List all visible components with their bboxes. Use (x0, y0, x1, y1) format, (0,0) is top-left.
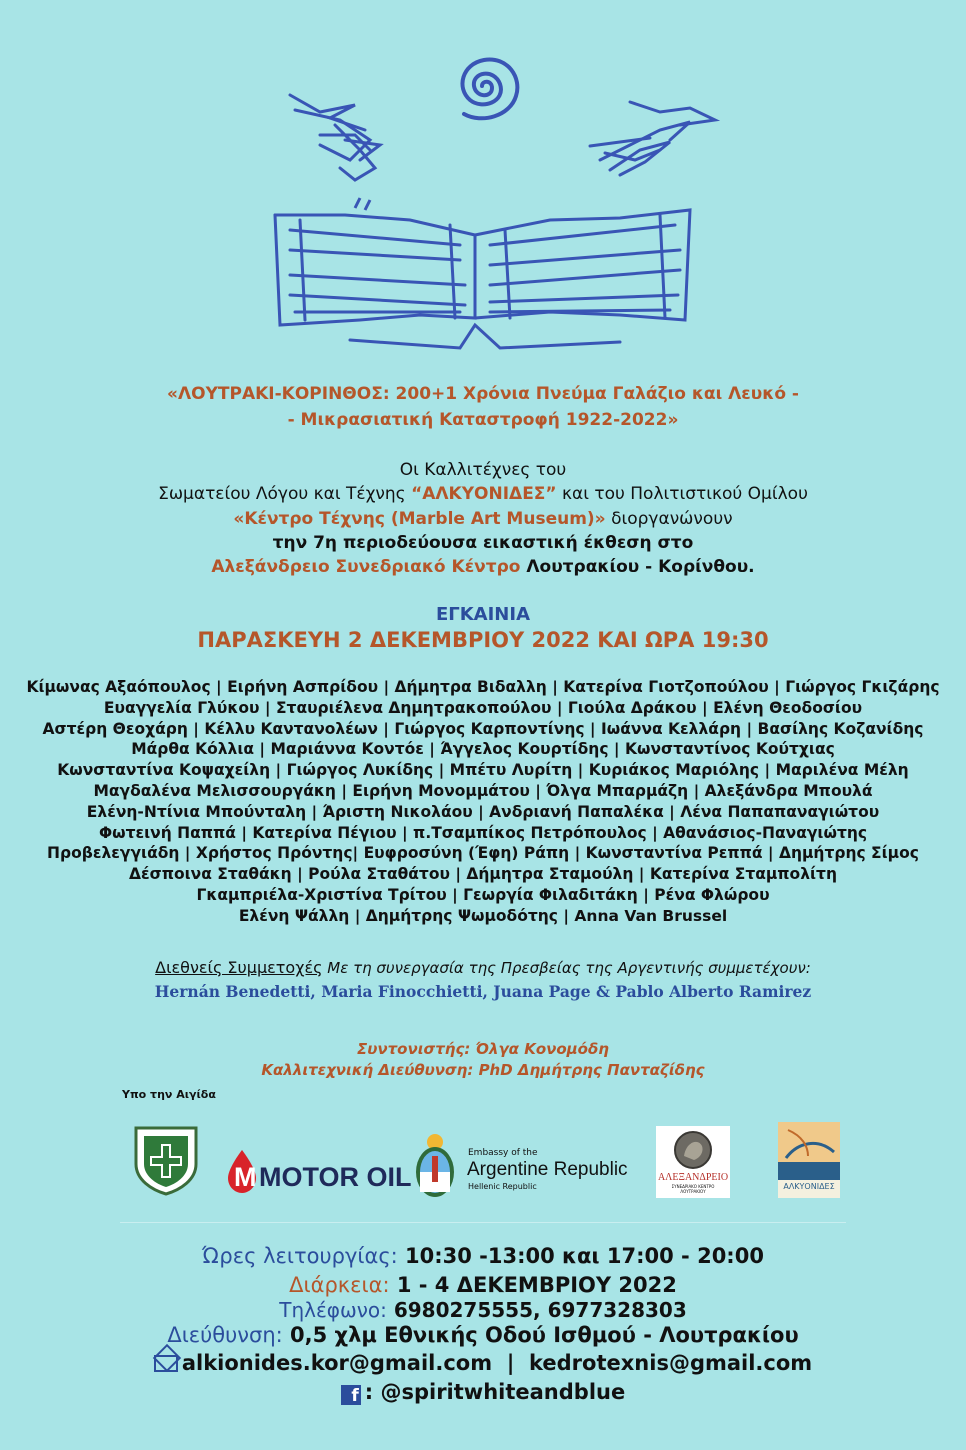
venue-location: Λουτρακίου - Κορίνθου. (520, 557, 755, 577)
email-addresses[interactable]: alkionides.kor@gmail.com | kedrotexnis@gmail.com (181, 1351, 813, 1375)
svg-text:M: M (234, 1162, 257, 1192)
opening-datetime: ΠΑΡΑΣΚΕΥΗ 2 ΔΕΚΕΜΒΡΙΟΥ 2022 ΚΑΙ ΩΡΑ 19:30 (197, 628, 769, 652)
intro-line-3 (0, 509, 966, 529)
alkyonides-logo (778, 1122, 840, 1198)
artist-line: Κίμωνας Αξαόπουλος | Ειρήνη Ασπρίδου | Δήμητρα Βιδαλλη | Κατερίνα Γιοτζοπούλου | Γιώργος Γκιζάρης (26, 678, 940, 696)
intro-line-2 (0, 484, 966, 504)
artist-line: Ελένη-Ντίνια Μπούνταλη | Άριστη Νικολάου | Ανδριανή Παπαλέκα | Λένα Παπαπαναγιώτου (86, 802, 880, 821)
duration-label: Διάρκεια: (289, 1273, 390, 1297)
facebook-handle[interactable]: : @spiritwhiteandblue (364, 1380, 626, 1404)
intro-text: και του Πολιτιστικού Ομίλου (556, 484, 808, 504)
artist-line: Γκαμπριέλα-Χριστίνα Τρίτου | Γεωργία Φιλαδιτάκη | Ρένα Φλώρου (196, 885, 770, 904)
emails (0, 1351, 966, 1375)
artist-line: Δέσποινα Σταθάκη | Ρούλα Σταθάτου | Δήμητρα Σταμούλη | Κατερίνα Σταμπολίτη (129, 865, 837, 884)
artist-line: Κωνσταντίνα Κοψαχείλη | Γιώργος Λυκίδης | Μπέτυ Λυρίτη | Κυριάκος Μαριόλης | Μαριλένα Μέλη (57, 761, 909, 780)
argentine-embassy-logo (412, 1132, 632, 1200)
opening-hours (0, 1244, 966, 1268)
intro-line-5 (0, 557, 966, 577)
spiral-sun-icon (462, 60, 517, 119)
venue-name: Αλεξάνδρειο Συνεδριακό Κέντρο (211, 557, 521, 577)
federation-shield-logo (130, 1124, 202, 1196)
kentro-texnis-name: «Κέντρο Τέχνης (Marble Art Museum)» (233, 509, 606, 529)
artist-line: Αστέρη Θεοχάρη | Κέλλυ Καντανολέων | Γιώργος Καρποντίνης | Ιωάννα Κελλάρη | Βασίλης Κοζανίδης (42, 719, 924, 738)
international-artists: Hernán Benedetti, Maria Finocchietti, Juana Page & Pablo Alberto Ramirez (154, 982, 812, 1001)
international-participation (0, 958, 966, 977)
open-book-icon (275, 210, 690, 348)
hours-label: Ώρες λειτουργίας: (202, 1244, 398, 1268)
duration (0, 1273, 966, 1297)
divider (120, 1222, 846, 1223)
address (0, 1323, 966, 1347)
aegis-label: Υπο την Αιγίδα (122, 1088, 216, 1101)
facebook (0, 1380, 966, 1405)
motor-oil-logo-text: MOTOR OIL (259, 1162, 412, 1192)
event-title-line-1: «ΛΟΥΤΡΑΚΙ-ΚΟΡΙΝΘΟΣ: 200+1 Χρόνια Πνεύμα Γαλάζιο και Λευκό - (167, 384, 799, 404)
facebook-icon: f (341, 1385, 361, 1405)
artist-line: Μαγδαλένα Μελισσουργάκη | Ειρήνη Μονομμάτου | Όλγα Μπαρμάζη | Αλεξάνδρα Μπουλά (93, 781, 873, 800)
phone (0, 1298, 966, 1322)
phone-label: Τηλέφωνο: (279, 1298, 387, 1322)
alkyonides-name: “ΑΛΚΥΟΝΙΔΕΣ” (411, 484, 557, 504)
artists-list (0, 677, 966, 927)
alexandreio-sub-text: ΣΥΝΕΔΡΙΑΚΟ ΚΕΝΤΡΟ ΛΟΥΤΡΑΚΙΟΥ (671, 1184, 715, 1194)
international-note: Με τη συνεργασία της Πρεσβείας της Αργεντινής συμμετέχουν: (322, 959, 811, 977)
artist-line: Φωτεινή Παππά | Κατερίνα Πέγιου | π.Τσαμπίκος Πετρόπουλος | Αθανάσιος-Παναγιώτης (98, 823, 868, 842)
international-label: Διεθνείς Συμμετοχές (155, 958, 323, 977)
email-icon (154, 1355, 178, 1372)
intro-text: Σωματείου Λόγου και Τέχνης (158, 484, 412, 504)
embassy-name: Argentine Republic (467, 1159, 628, 1180)
hero-illustration (260, 50, 720, 355)
event-title-line-2: - Μικρασιατική Καταστροφή 1922-2022» (287, 410, 679, 430)
alexandreio-logo (656, 1126, 730, 1198)
alkyonides-text: ΑΛΚΥΟΝΙΔΕΣ (783, 1182, 835, 1191)
artist-line: Ευαγγελία Γλύκου | Σταυριέλενα Δημητρακοπούλου | Γιούλα Δράκου | Ελένη Θεοδοσίου (103, 698, 863, 717)
phone-value: 6980275555, 6977328303 (386, 1298, 687, 1322)
embassy-small-text: Embassy of the (468, 1148, 538, 1158)
alexandreio-text: ΑΛΕΞΑΝΔΡΕΙΟ (657, 1172, 729, 1183)
opening-label: ΕΓΚΑΙΝΙΑ (435, 604, 531, 625)
intro-line-1: Οι Καλλιτέχνες του (399, 460, 567, 480)
address-label: Διεύθυνση: (167, 1323, 283, 1347)
address-value: 0,5 χλμ Εθνικής Οδού Ισθμού - Λουτρακίου (282, 1323, 799, 1347)
embassy-sub-text: Hellenic Republic (468, 1182, 537, 1191)
artist-line: Μάρθα Κόλλια | Μαριάννα Κοντόε | Άγγελος Κουρτίδης | Κωνσταντίνος Κούτχιας (131, 740, 835, 759)
intro-text: διοργανώνουν (605, 509, 733, 529)
hours-value: 10:30 -13:00 και 17:00 - 20:00 (397, 1244, 764, 1268)
left-bird-icon (290, 95, 380, 180)
motor-oil-logo (226, 1148, 412, 1198)
artist-line: Ελένη Ψάλλη | Δημήτρης Ψωμοδότης | Anna Van Brussel (238, 906, 728, 925)
artist-line: Προβελεγγιάδη | Χρήστος Πρόντης| Ευφροσύνη (Έφη) Ράπη | Κωνσταντίνα Ρεππά | Δημήτρης Σίμος (47, 844, 919, 863)
coordinator: Συντονιστής: Όλγα Κονομόδη (357, 1040, 609, 1058)
duration-value: 1 - 4 ΔΕΚΕΜΒΡΙΟΥ 2022 (389, 1273, 677, 1297)
right-bird-icon (590, 102, 715, 175)
art-direction: Καλλιτεχνική Διεύθυνση: PhD Δημήτρης Πανταζίδης (261, 1061, 705, 1079)
intro-line-4: την 7η περιοδεύουσα εικαστική έκθεση στο (272, 533, 694, 553)
